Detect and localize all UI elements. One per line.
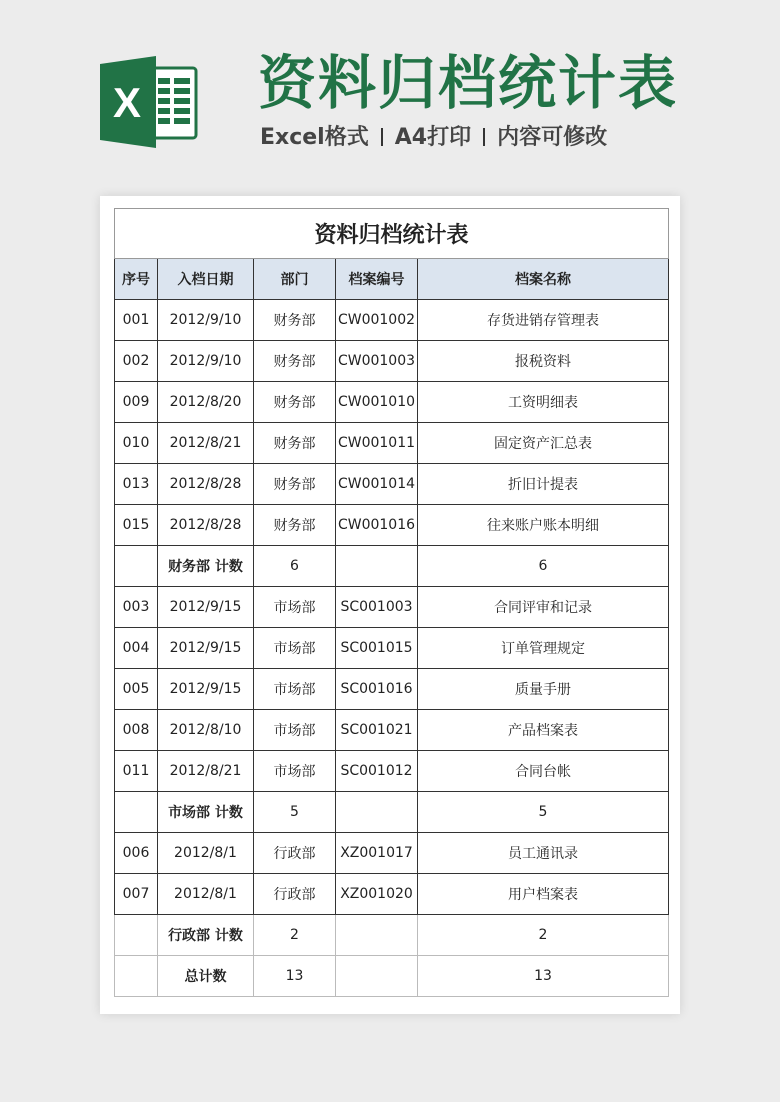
group-label[interactable]: 行政部 计数 [158, 915, 254, 956]
cell-index[interactable] [115, 915, 158, 956]
separator [381, 128, 383, 146]
table-row [115, 874, 669, 915]
page-subtitle [260, 122, 607, 154]
cell-index[interactable] [115, 546, 158, 587]
cell-date[interactable]: 2012/9/15 [158, 669, 254, 710]
cell-archive-name[interactable]: 合同评审和记录 [418, 587, 669, 628]
cell-department[interactable]: 市场部 [254, 587, 336, 628]
cell-archive-no[interactable]: SC001015 [336, 628, 418, 669]
cell-index[interactable]: 007 [115, 874, 158, 915]
cell-archive-no[interactable]: CW001016 [336, 505, 418, 546]
cell-department[interactable]: 财务部 [254, 382, 336, 423]
cell-archive-no[interactable]: SC001016 [336, 669, 418, 710]
cell-archive-no[interactable] [336, 915, 418, 956]
cell-archive-no[interactable]: SC001003 [336, 587, 418, 628]
cell-department[interactable]: 财务部 [254, 464, 336, 505]
table-row [115, 382, 669, 423]
col-header-index[interactable]: 序号 [115, 259, 158, 300]
table-row [115, 423, 669, 464]
cell-index[interactable]: 003 [115, 587, 158, 628]
cell-date[interactable]: 2012/8/21 [158, 751, 254, 792]
sheet-title-row [115, 209, 669, 259]
cell-index[interactable] [115, 792, 158, 833]
subtitle-edit: 内容可修改 [497, 125, 608, 150]
cell-archive-no[interactable] [336, 956, 418, 997]
table-row [115, 710, 669, 751]
col-header-date[interactable]: 入档日期 [158, 259, 254, 300]
cell-archive-name[interactable]: 5 [418, 792, 669, 833]
cell-index[interactable]: 004 [115, 628, 158, 669]
cell-date[interactable]: 2012/8/21 [158, 423, 254, 464]
cell-archive-name[interactable]: 产品档案表 [418, 710, 669, 751]
subtitle-format: Excel格式 [260, 125, 369, 150]
total-row [115, 956, 669, 997]
cell-archive-name[interactable]: 订单管理规定 [418, 628, 669, 669]
table-row [115, 669, 669, 710]
cell-archive-no[interactable]: CW001010 [336, 382, 418, 423]
cell-archive-no[interactable] [336, 546, 418, 587]
table-row [115, 833, 669, 874]
cell-index[interactable] [115, 956, 158, 997]
page-title: 资料归档统计表 [258, 49, 679, 117]
cell-index[interactable]: 005 [115, 669, 158, 710]
cell-index[interactable]: 010 [115, 423, 158, 464]
cell-department[interactable]: 市场部 [254, 628, 336, 669]
subtotal-row [115, 792, 669, 833]
cell-archive-no[interactable]: SC001012 [336, 751, 418, 792]
cell-department[interactable]: 市场部 [254, 669, 336, 710]
table-row [115, 300, 669, 341]
cell-date[interactable]: 2012/9/10 [158, 300, 254, 341]
logo-letter: X [112, 79, 142, 126]
cell-archive-name[interactable]: 13 [418, 956, 669, 997]
cell-archive-no[interactable]: CW001002 [336, 300, 418, 341]
cell-department[interactable]: 5 [254, 792, 336, 833]
col-header-archive-no[interactable]: 档案编号 [336, 259, 418, 300]
cell-index[interactable]: 002 [115, 341, 158, 382]
table-row [115, 505, 669, 546]
group-label[interactable]: 总计数 [158, 956, 254, 997]
cell-index[interactable]: 006 [115, 833, 158, 874]
cell-department[interactable]: 市场部 [254, 751, 336, 792]
cell-archive-name[interactable]: 折旧计提表 [418, 464, 669, 505]
cell-date[interactable]: 2012/8/1 [158, 833, 254, 874]
cell-department[interactable]: 财务部 [254, 341, 336, 382]
cell-date[interactable]: 2012/8/28 [158, 464, 254, 505]
subtotal-row [115, 546, 669, 587]
cell-index[interactable]: 015 [115, 505, 158, 546]
cell-department[interactable]: 财务部 [254, 505, 336, 546]
cell-date[interactable]: 2012/8/10 [158, 710, 254, 751]
cell-archive-name[interactable]: 存货进销存管理表 [418, 300, 669, 341]
sheet-title[interactable]: 资料归档统计表 [115, 209, 669, 259]
cell-archive-no[interactable]: CW001003 [336, 341, 418, 382]
excel-logo-icon [100, 56, 200, 148]
cell-department[interactable]: 2 [254, 915, 336, 956]
table-row [115, 464, 669, 505]
separator [483, 128, 485, 146]
cell-archive-name[interactable]: 质量手册 [418, 669, 669, 710]
cell-archive-name[interactable]: 报税资料 [418, 341, 669, 382]
table-row [115, 751, 669, 792]
col-header-department[interactable]: 部门 [254, 259, 336, 300]
cell-date[interactable]: 2012/8/20 [158, 382, 254, 423]
sheet-paper [100, 196, 680, 1014]
cell-index[interactable]: 013 [115, 464, 158, 505]
cell-archive-name[interactable]: 6 [418, 546, 669, 587]
header [0, 0, 780, 190]
cell-archive-no[interactable]: XZ001020 [336, 874, 418, 915]
cell-date[interactable]: 2012/8/28 [158, 505, 254, 546]
cell-archive-no[interactable]: CW001014 [336, 464, 418, 505]
cell-date[interactable]: 2012/8/1 [158, 874, 254, 915]
subtitle-print: A4打印 [394, 125, 472, 150]
cell-department[interactable]: 财务部 [254, 300, 336, 341]
cell-date[interactable]: 2012/9/10 [158, 341, 254, 382]
table-row [115, 628, 669, 669]
cell-archive-name[interactable]: 用户档案表 [418, 874, 669, 915]
cell-archive-no[interactable]: SC001021 [336, 710, 418, 751]
group-label[interactable]: 财务部 计数 [158, 546, 254, 587]
table-row [115, 587, 669, 628]
cell-department[interactable]: 13 [254, 956, 336, 997]
cell-archive-no[interactable] [336, 792, 418, 833]
cell-archive-no[interactable]: XZ001017 [336, 833, 418, 874]
cell-archive-name[interactable]: 固定资产汇总表 [418, 423, 669, 464]
cell-archive-name[interactable]: 员工通讯录 [418, 833, 669, 874]
cell-archive-name[interactable]: 往来账户账本明细 [418, 505, 669, 546]
table-header-row [115, 259, 669, 300]
cell-index[interactable]: 009 [115, 382, 158, 423]
cell-archive-name[interactable]: 合同台帐 [418, 751, 669, 792]
cell-index[interactable]: 011 [115, 751, 158, 792]
cell-department[interactable]: 行政部 [254, 833, 336, 874]
cell-department[interactable]: 行政部 [254, 874, 336, 915]
group-label[interactable]: 市场部 计数 [158, 792, 254, 833]
table-row [115, 341, 669, 382]
cell-date[interactable]: 2012/9/15 [158, 587, 254, 628]
cell-archive-name[interactable]: 2 [418, 915, 669, 956]
cell-department[interactable]: 财务部 [254, 423, 336, 464]
col-header-archive-name[interactable]: 档案名称 [418, 259, 669, 300]
cell-archive-name[interactable]: 工资明细表 [418, 382, 669, 423]
cell-index[interactable]: 001 [115, 300, 158, 341]
cell-index[interactable]: 008 [115, 710, 158, 751]
cell-department[interactable]: 6 [254, 546, 336, 587]
cell-date[interactable]: 2012/9/15 [158, 628, 254, 669]
cell-department[interactable]: 市场部 [254, 710, 336, 751]
archive-table [114, 208, 669, 997]
subtotal-row [115, 915, 669, 956]
cell-archive-no[interactable]: CW001011 [336, 423, 418, 464]
